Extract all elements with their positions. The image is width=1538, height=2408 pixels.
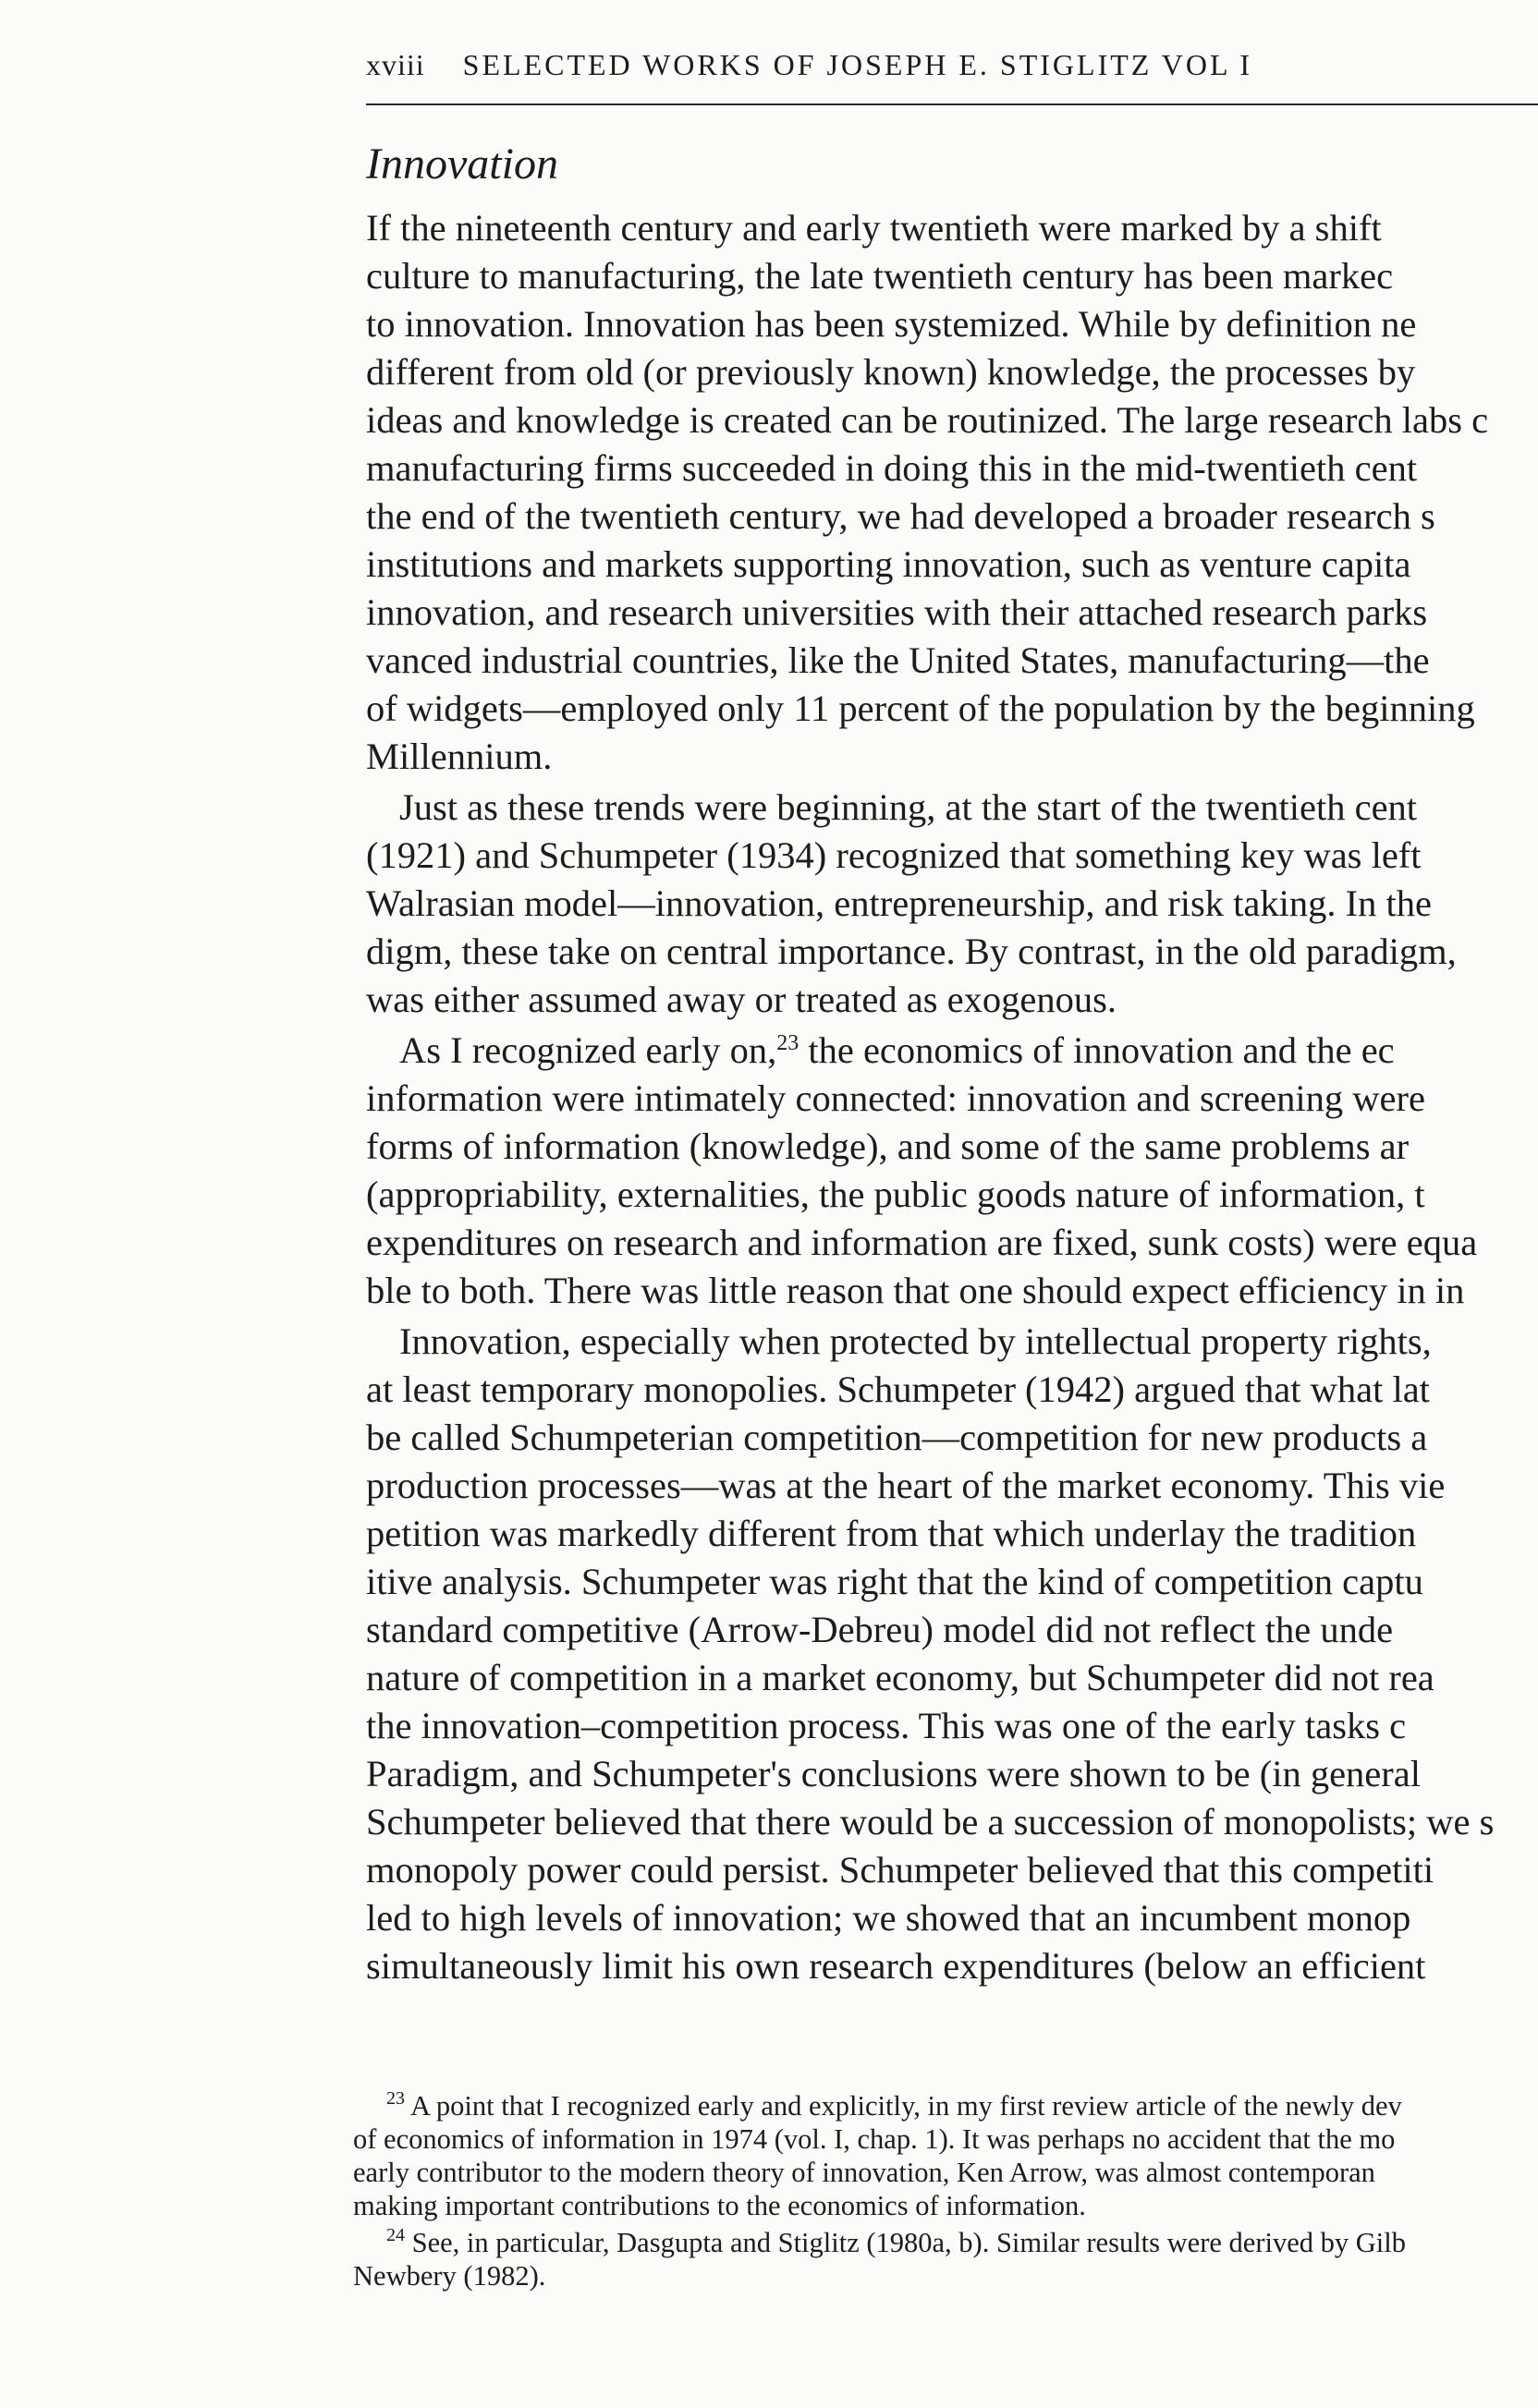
line-text-continued: the economics of innovation and the ec [799, 1029, 1395, 1071]
footnote-line: Newbery (1982). [353, 2260, 546, 2292]
body-line: (1921) and Schumpeter (1934) recognized that something key was left [366, 834, 1422, 876]
paragraph-start-line: Innovation, especially when protected by intellectual property rights, [399, 1320, 1432, 1362]
body-line: Millennium. [366, 736, 553, 777]
body-line: If the nineteenth century and early twentieth were marked by a shift [366, 207, 1382, 249]
running-header [366, 48, 1538, 103]
body-line: production processes—was at the heart of the market economy. This vie [366, 1465, 1446, 1506]
body-line: institutions and markets supporting innovation, such as venture capita [366, 543, 1411, 585]
body-line: expenditures on research and information are fixed, sunk costs) were equa [366, 1222, 1478, 1263]
body-line: digm, these take on central importance. By contrast, in the old paradigm, [366, 930, 1457, 972]
body-line: petition was markedly different from that which underlay the tradition [366, 1513, 1417, 1554]
footnote-marker: 23 [386, 2088, 405, 2109]
body-line: the end of the twentieth century, we had developed a broader research s [366, 495, 1435, 537]
paragraph-start-line [399, 1026, 1395, 1076]
body-line: vanced industrial countries, like the United States, manufacturing—the [366, 639, 1430, 681]
footnote-line [386, 2090, 1402, 2122]
page-number: xviii [366, 48, 425, 81]
body-line: be called Schumpeterian competition—competition for new products a [366, 1417, 1428, 1458]
body-line: led to high levels of innovation; we showed that an incumbent monop [366, 1897, 1411, 1939]
body-line: standard competitive (Arrow-Debreu) model did not reflect the unde [366, 1609, 1394, 1650]
running-title: SELECTED WORKS OF JOSEPH E. STIGLITZ VOL I [462, 48, 1252, 81]
body-line: ideas and knowledge is created can be routinized. The large research labs c [366, 399, 1489, 441]
header-rule [366, 103, 1538, 105]
section-heading: Innovation [366, 140, 558, 189]
footnote-marker: 24 [386, 2225, 405, 2245]
body-line: was either assumed away or treated as exogenous. [366, 979, 1117, 1020]
body-line: culture to manufacturing, the late twentieth century has been markec [366, 255, 1394, 297]
body-line: Walrasian model—innovation, entrepreneurship, and risk taking. In the [366, 882, 1432, 924]
body-line: Paradigm, and Schumpeter's conclusions were shown to be (in general [366, 1753, 1422, 1794]
line-text: As I recognized early on, [399, 1029, 777, 1071]
footnote-line: making important contributions to the economics of information. [353, 2190, 1086, 2221]
paragraph-start-line: Just as these trends were beginning, at the start of the twentieth cent [399, 786, 1418, 828]
body-line: different from old (or previously known) knowledge, the processes by [366, 351, 1416, 393]
body-line: of widgets—employed only 11 percent of the population by the beginning [366, 687, 1475, 729]
body-line: ble to both. There was little reason that one should expect efficiency in in [366, 1270, 1465, 1311]
footnote-text: A point that I recognized early and explicitly, in my first review article of the newly dev [405, 2090, 1402, 2122]
body-line: information were intimately connected: innovation and screening were [366, 1077, 1425, 1119]
body-line: to innovation. Innovation has been systemized. While by definition ne [366, 303, 1417, 345]
footnote-line [386, 2227, 1406, 2258]
body-line: innovation, and research universities with their attached research parks [366, 591, 1428, 633]
body-line: Schumpeter believed that there would be a succession of monopolists; we s [366, 1801, 1495, 1842]
body-line: at least temporary monopolies. Schumpeter (1942) argued that what lat [366, 1368, 1430, 1410]
body-line: itive analysis. Schumpeter was right that the kind of competition captu [366, 1561, 1423, 1602]
footnote-reference: 23 [776, 1031, 800, 1055]
footnote-text: See, in particular, Dasgupta and Stiglitz (1980a, b). Similar results were derived by Gilb [405, 2227, 1406, 2258]
footnote-line: of economics of information in 1974 (vol. I, chap. 1). It was perhaps no accident that the mo [353, 2123, 1396, 2155]
body-line: forms of information (knowledge), and some of the same problems ar [366, 1125, 1410, 1167]
body-line: simultaneously limit his own research expenditures (below an efficient [366, 1945, 1426, 1987]
body-line: (appropriability, externalities, the public goods nature of information, t [366, 1174, 1425, 1215]
body-line: nature of competition in a market economy, but Schumpeter did not rea [366, 1657, 1434, 1698]
body-line: the innovation–competition process. This was one of the early tasks c [366, 1705, 1407, 1746]
body-line: manufacturing firms succeeded in doing this in the mid-twentieth cent [366, 447, 1418, 489]
body-line: monopoly power could persist. Schumpeter believed that this competiti [366, 1849, 1434, 1891]
footnote-line: early contributor to the modern theory of innovation, Ken Arrow, was almost contemporan [353, 2157, 1375, 2188]
